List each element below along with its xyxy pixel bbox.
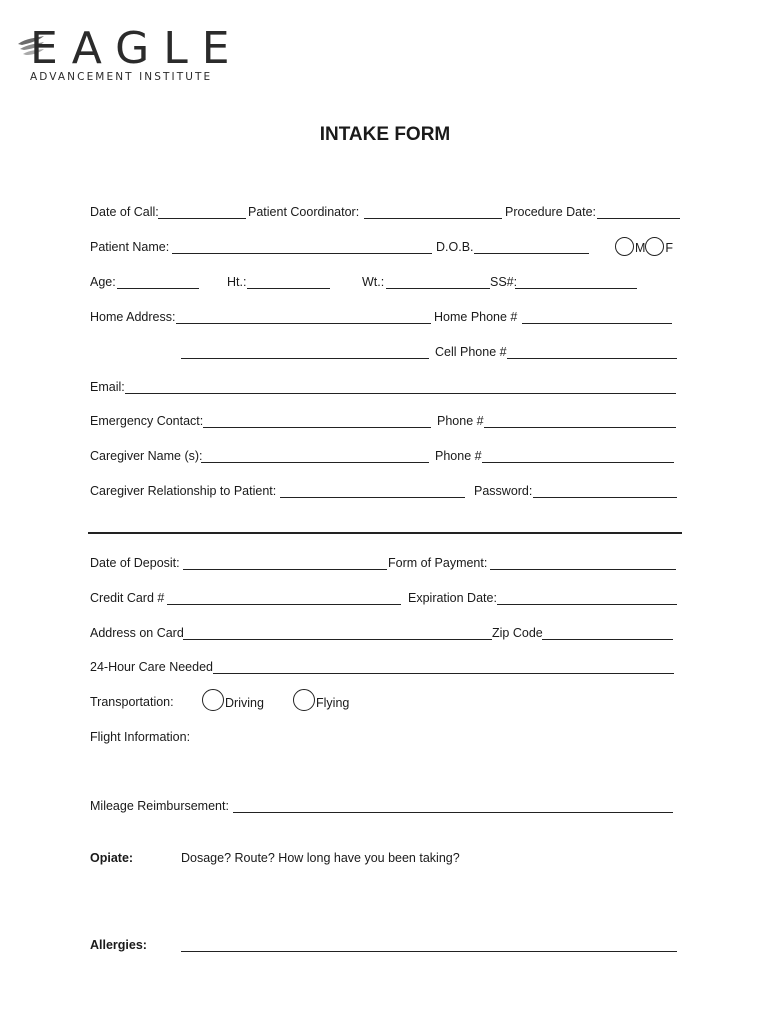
row-email <box>90 376 680 396</box>
allergies-field[interactable] <box>181 951 677 952</box>
row-name <box>90 236 680 256</box>
sex-f-radio[interactable] <box>645 237 664 256</box>
email-field[interactable] <box>125 393 676 394</box>
procedure-date-label: Procedure Date: <box>505 205 597 219</box>
emergency-phone-label: Phone # <box>437 414 484 428</box>
date-of-call-field[interactable] <box>158 218 246 219</box>
allergies-label: Allergies: <box>90 938 147 952</box>
flight-info-label: Flight Information: <box>90 730 191 744</box>
date-of-deposit-field[interactable] <box>183 569 387 570</box>
age-label: Age: <box>90 275 116 289</box>
emergency-phone-field[interactable] <box>484 427 676 428</box>
home-address-line2-field[interactable] <box>181 358 429 359</box>
sex-m-label: M <box>635 241 646 255</box>
sex-m-radio[interactable] <box>615 237 634 256</box>
caregiver-name-label: Caregiver Name (s): <box>90 449 203 463</box>
address-on-card-field[interactable] <box>183 639 492 640</box>
zip-code-field[interactable] <box>542 639 673 640</box>
form-of-payment-label: Form of Payment: <box>388 556 488 570</box>
emergency-contact-label: Emergency Contact: <box>90 414 204 428</box>
row-emergency <box>90 410 680 430</box>
address-on-card-label: Address on Card <box>90 626 184 640</box>
patient-name-label: Patient Name: <box>90 240 170 254</box>
flying-label: Flying <box>316 696 350 710</box>
credit-card-field[interactable] <box>167 604 401 605</box>
date-of-call-label: Date of Call: <box>90 205 159 219</box>
caregiver-phone-field[interactable] <box>482 462 674 463</box>
mileage-label: Mileage Reimbursement: <box>90 799 229 813</box>
dob-field[interactable] <box>474 253 589 254</box>
coordinator-label: Patient Coordinator: <box>248 205 360 219</box>
row-card-address <box>90 622 680 642</box>
row-relationship <box>90 480 680 500</box>
wt-label: Wt.: <box>362 275 385 289</box>
caregiver-relationship-field[interactable] <box>280 497 465 498</box>
expiration-date-field[interactable] <box>497 604 677 605</box>
home-phone-label: Home Phone # <box>434 310 518 324</box>
cell-phone-label: Cell Phone # <box>435 345 507 359</box>
row-caregiver <box>90 445 680 465</box>
cell-phone-field[interactable] <box>507 358 677 359</box>
logo-wordmark: EAGLE <box>30 23 244 74</box>
home-phone-field[interactable] <box>522 323 672 324</box>
ht-field[interactable] <box>247 288 330 289</box>
credit-card-label: Credit Card # <box>90 591 165 605</box>
row-deposit <box>90 552 680 572</box>
row-measures <box>90 271 680 291</box>
age-field[interactable] <box>117 288 199 289</box>
row-allergies <box>90 934 680 954</box>
driving-label: Driving <box>225 696 264 710</box>
row-flight <box>90 726 680 746</box>
emergency-contact-field[interactable] <box>203 427 431 428</box>
wt-field[interactable] <box>386 288 490 289</box>
dob-label: D.O.B. <box>436 240 474 254</box>
ht-label: Ht.: <box>227 275 247 289</box>
row-care <box>90 656 680 676</box>
coordinator-field[interactable] <box>364 218 502 219</box>
form-of-payment-field[interactable] <box>490 569 676 570</box>
row-transportation <box>90 691 680 711</box>
caregiver-relationship-label: Caregiver Relationship to Patient: <box>90 484 277 498</box>
transportation-label: Transportation: <box>90 695 174 709</box>
sex-f-label: F <box>665 241 674 255</box>
opiate-questions: Dosage? Route? How long have you been taking? <box>181 851 460 865</box>
row-call <box>90 201 680 221</box>
password-field[interactable] <box>533 497 677 498</box>
page-title: INTAKE FORM <box>319 124 451 145</box>
email-label: Email: <box>90 380 125 394</box>
row-opiate <box>90 847 680 867</box>
opiate-label: Opiate: <box>90 851 134 865</box>
password-label: Password: <box>474 484 533 498</box>
home-address-label: Home Address: <box>90 310 176 324</box>
logo-subtitle: ADVANCEMENT INSTITUTE <box>30 71 213 83</box>
flying-radio[interactable] <box>293 689 315 711</box>
care-24h-label: 24-Hour Care Needed <box>90 660 213 674</box>
section-divider <box>88 532 682 534</box>
expiration-date-label: Expiration Date: <box>408 591 497 605</box>
caregiver-phone-label: Phone # <box>435 449 482 463</box>
procedure-date-field[interactable] <box>597 218 680 219</box>
ss-field[interactable] <box>515 288 637 289</box>
row-address <box>90 306 680 326</box>
care-24h-field[interactable] <box>213 673 674 674</box>
patient-name-field[interactable] <box>172 253 432 254</box>
sex-options <box>615 237 673 256</box>
driving-radio[interactable] <box>202 689 224 711</box>
date-of-deposit-label: Date of Deposit: <box>90 556 180 570</box>
row-mileage <box>90 795 680 815</box>
caregiver-name-field[interactable] <box>201 462 429 463</box>
driving-option <box>202 689 264 711</box>
row-cell <box>90 341 680 361</box>
logo <box>16 23 244 86</box>
mileage-field[interactable] <box>233 812 673 813</box>
zip-code-label: Zip Code <box>492 626 543 640</box>
home-address-field[interactable] <box>176 323 431 324</box>
flying-option <box>293 689 349 711</box>
ss-label: SS#: <box>490 275 518 289</box>
row-credit-card <box>90 587 680 607</box>
